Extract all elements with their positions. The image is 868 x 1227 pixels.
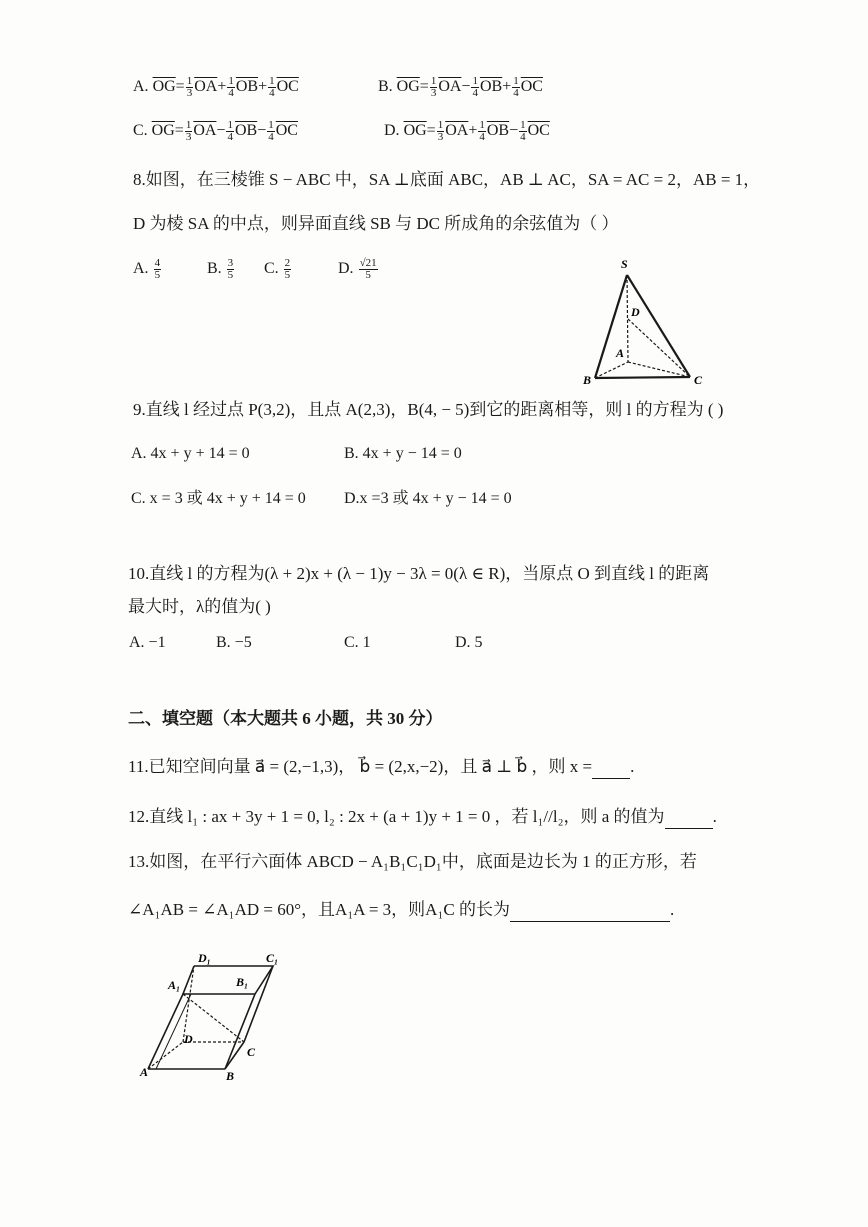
minus: − (509, 122, 519, 140)
vector-og: $\overline{OG}$ (403, 122, 427, 140)
vector-ob: $\overline{OB}$ (479, 78, 503, 96)
q8-option-c (264, 258, 292, 281)
label-b: B (226, 1069, 235, 1083)
vector-oa: $\overline{OA}$ (194, 78, 218, 96)
frac-num: 4 (154, 257, 161, 269)
frac-den: 5 (227, 269, 234, 281)
frac-num: 2 (284, 257, 291, 269)
q12-text: 12.直线 l₁ : ax + 3y + 1 = 0, l₂ : 2x + (a + 1)y + 1 = 0 ，若 l₁//l₂，则 a 的值为 (128, 807, 665, 826)
equals: = (175, 78, 185, 96)
fraction (437, 120, 445, 143)
answer-blank[interactable] (665, 806, 713, 829)
option-letter: C. (133, 122, 148, 140)
vector-og: $\overline{OG}$ (151, 122, 175, 140)
frac-num: 1 (520, 119, 526, 131)
frac-num: 1 (479, 119, 485, 131)
option-letter: A. (133, 78, 149, 96)
plus: + (502, 78, 512, 96)
q11-text: 11.已知空间向量 a⃗ = (2,−1,3)， b⃗ = (2,x,−2)，且 a⃗ ⊥ b⃗ ，则 x = (128, 757, 593, 776)
q9-option-d: D.x =3 或 4x + y − 14 = 0 (344, 490, 512, 507)
q9-option-a: A. 4x + y + 14 = 0 (131, 445, 250, 462)
vector-oc: $\overline{OC}$ (527, 122, 550, 140)
q10-option-c: C. 1 (344, 634, 371, 651)
edge-cc1 (244, 966, 273, 1042)
q12-stem (128, 806, 717, 829)
frac-den: 5 (284, 269, 291, 281)
option-letter: D. (338, 260, 354, 278)
label-d: D (631, 305, 640, 319)
q7-option-b (378, 76, 543, 99)
frac-den: 3 (186, 87, 193, 99)
plus: + (468, 122, 478, 140)
vector-oc: $\overline{OC}$ (275, 122, 298, 140)
frac-den: 4 (228, 87, 234, 99)
label-a: A (616, 346, 625, 360)
frac-den: 4 (472, 87, 478, 99)
option-letter: A. (133, 260, 149, 278)
edge-aa1 (148, 994, 183, 1069)
label-c: C (694, 373, 703, 387)
frac-den: 5 (365, 269, 371, 281)
fraction (227, 76, 235, 99)
equals: = (426, 122, 436, 140)
fraction (267, 120, 275, 143)
q13-stem-line1: 13.如图，在平行六面体 ABCD − A₁B₁C₁D₁中，底面是边长为 1 的正方形，若 (128, 852, 697, 871)
vector-ob: $\overline{OB}$ (486, 122, 510, 140)
frac-den: 3 (185, 131, 192, 143)
frac-den: 3 (430, 87, 437, 99)
edge-ad (148, 1042, 183, 1069)
vector-oc: $\overline{OC}$ (276, 78, 299, 96)
frac-num: 1 (513, 75, 519, 87)
label-a1: A₁ (168, 978, 181, 992)
edge-sa (627, 275, 628, 362)
frac-num: √21 (359, 257, 377, 269)
q7-option-c (133, 120, 298, 143)
equals: = (419, 78, 429, 96)
label-b1: B₁ (236, 975, 249, 989)
period: . (712, 807, 717, 826)
q10-option-a: A. −1 (129, 634, 166, 651)
plus: + (258, 78, 268, 96)
pyramid-figure (578, 250, 718, 390)
fraction (519, 120, 527, 143)
q8-stem-line1: 8.如图，在三棱锥 S − ABC 中，SA ⊥底面 ABC，AB ⊥ AC，SA = AC = 2，AB = 1， (133, 170, 761, 189)
frac-den: 5 (154, 269, 161, 281)
fraction (226, 120, 234, 143)
fraction (478, 120, 486, 143)
option-letter: B. (207, 260, 222, 278)
q8-option-d (338, 258, 379, 281)
vector-ob: $\overline{OB}$ (234, 122, 258, 140)
fraction (512, 76, 520, 99)
q10-option-b: B. −5 (216, 634, 252, 651)
label-c: C (247, 1045, 256, 1059)
q8-option-a (133, 258, 162, 281)
edge-sc (627, 275, 690, 377)
q8-option-b (207, 258, 235, 281)
frac-num: 1 (227, 119, 233, 131)
label-b: B (583, 373, 592, 387)
frac-den: 4 (513, 87, 519, 99)
q9-option-b: B. 4x + y − 14 = 0 (344, 445, 462, 462)
equals: = (174, 122, 184, 140)
q13-text: ∠A₁AB = ∠A₁AD = 60°，且A₁A = 3，则A₁C 的长为 (128, 900, 510, 919)
frac-num: 1 (228, 75, 234, 87)
fraction (284, 258, 292, 281)
edge-sb (595, 275, 627, 378)
frac-num: 1 (185, 119, 192, 131)
answer-blank[interactable] (592, 756, 630, 779)
q10-stem-line2: 最大时，λ的值为( ) (128, 597, 271, 616)
plus: + (217, 78, 227, 96)
fraction (430, 76, 438, 99)
frac-num: 1 (268, 119, 274, 131)
vector-oa: $\overline{OA}$ (438, 78, 462, 96)
q9-option-c: C. x = 3 或 4x + y + 14 = 0 (131, 490, 306, 507)
frac-den: 4 (269, 87, 275, 99)
fraction (185, 120, 193, 143)
frac-den: 3 (437, 131, 444, 143)
period: . (630, 757, 635, 776)
section-title: 二、填空题（本大题共 6 小题，共 30 分） (128, 709, 443, 728)
frac-den: 4 (268, 131, 274, 143)
fraction (154, 258, 162, 281)
vector-oa: $\overline{OA}$ (193, 122, 217, 140)
frac-num: 1 (472, 75, 478, 87)
frac-num: 1 (437, 119, 444, 131)
vector-oc: $\overline{OC}$ (520, 78, 543, 96)
q11-stem (128, 756, 634, 779)
label-s: S (621, 257, 628, 271)
fraction (359, 258, 378, 281)
vector-og: $\overline{OG}$ (152, 78, 176, 96)
parallelepiped-figure (138, 950, 298, 1085)
q7-option-d (384, 120, 550, 143)
option-letter: D. (384, 122, 400, 140)
q7-option-a (133, 76, 299, 99)
edge-bc (595, 377, 690, 378)
edge-ac (628, 362, 690, 377)
label-c1: C₁ (266, 951, 279, 965)
top-face (183, 966, 273, 994)
vector-ob: $\overline{OB}$ (235, 78, 259, 96)
option-letter: B. (378, 78, 393, 96)
label-d1: D₁ (198, 951, 211, 965)
q10-stem-line1: 10.直线 l 的方程为(λ + 2)x + (λ − 1)y − 3λ = 0(λ ∈ R)，当原点 O 到直线 l 的距离 (128, 564, 710, 583)
vector-oa: $\overline{OA}$ (445, 122, 469, 140)
q10-option-d: D. 5 (455, 634, 483, 651)
label-d: D (184, 1032, 193, 1046)
q8-stem-line2: D 为棱 SA 的中点，则异面直线 SB 与 DC 所成角的余弦值为（ ） (133, 214, 619, 233)
fraction (186, 76, 194, 99)
minus: − (216, 122, 226, 140)
label-a: A (140, 1065, 149, 1079)
fraction (471, 76, 479, 99)
frac-den: 4 (227, 131, 233, 143)
fraction (227, 258, 235, 281)
q9-stem: 9.直线 l 经过点 P(3,2)，且点 A(2,3)，B(4, − 5)到它的距离相等，则 l 的方程为 ( ) (133, 400, 724, 419)
frac-den: 4 (520, 131, 526, 143)
minus: − (461, 78, 471, 96)
vector-og: $\overline{OG}$ (396, 78, 420, 96)
q13-stem-line2 (128, 899, 674, 922)
frac-num: 3 (227, 257, 234, 269)
period: . (669, 900, 675, 919)
frac-num: 1 (269, 75, 275, 87)
minus: − (257, 122, 267, 140)
frac-num: 1 (430, 75, 437, 87)
edge-dd1 (183, 966, 194, 1042)
frac-den: 4 (479, 131, 485, 143)
frac-num: 1 (186, 75, 193, 87)
fraction (268, 76, 276, 99)
answer-blank[interactable] (510, 899, 670, 922)
option-letter: C. (264, 260, 279, 278)
